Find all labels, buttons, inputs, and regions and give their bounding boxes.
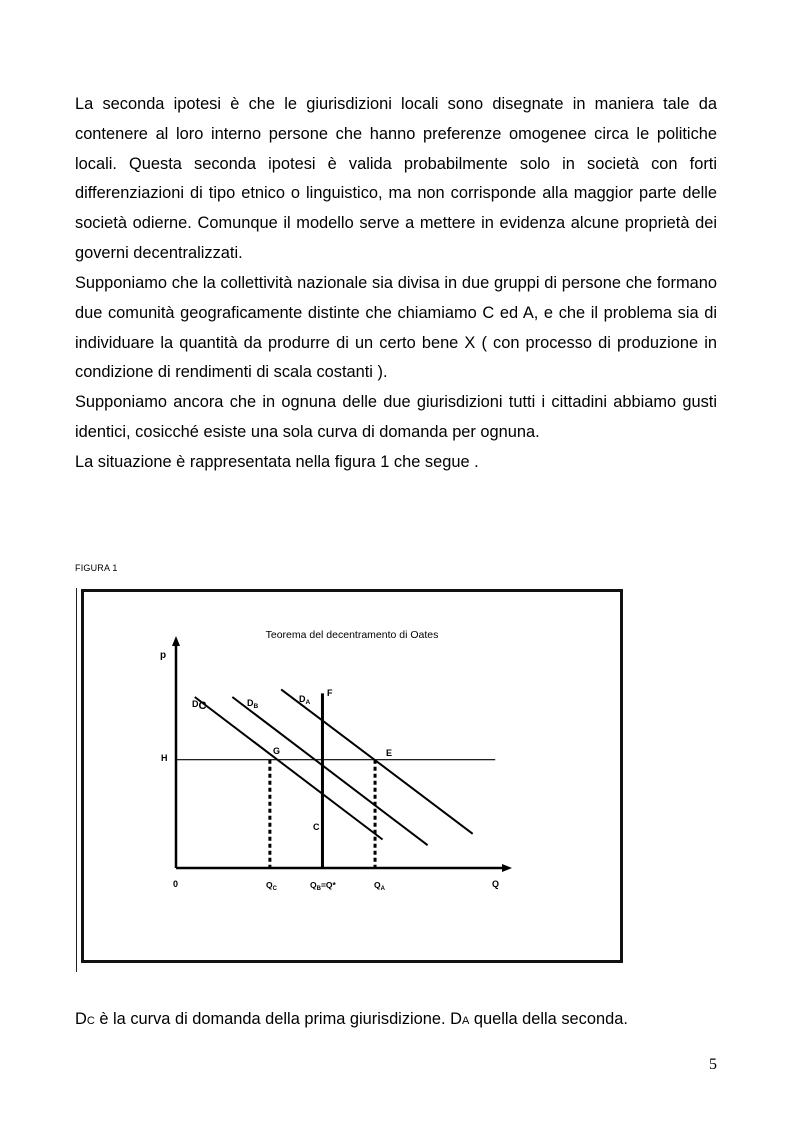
paragraph-communities: Supponiamo che la collettività nazionale sia divisa in due gruppi di persone che formano due comunità geograficamente distinte che chiamiamo C ed A, e che il problema sia di individuare la quantità da produrre di un certo bene X ( con processo di produzione in condizione di rendimenti di scala costanti ). (75, 274, 717, 382)
curve-db-label: $D_B$ (247, 698, 259, 710)
point-c-label: C (313, 822, 320, 832)
caption-da-symbol: DA (450, 1010, 470, 1028)
point-g-label: G (273, 746, 281, 756)
caption-dc-symbol: DC (75, 1010, 95, 1028)
figure-caption (75, 1010, 628, 1029)
point-f-label: F (327, 688, 333, 698)
curve-da-label: $D_A$ (299, 694, 311, 706)
y-axis-arrow (172, 636, 180, 646)
figure-label: FIGURA 1 (75, 563, 118, 573)
y-axis-label: p (160, 650, 167, 661)
figure-frame (81, 589, 623, 963)
oates-chart (84, 592, 620, 960)
tick-qb-label: $Q_B=Q*$ (310, 880, 336, 892)
demand-curve-db (232, 697, 427, 845)
caption-text-second: quella della seconda. (469, 1010, 628, 1028)
paragraph-figure-intro: La situazione è rappresentata nella figura 1 che segue . (75, 453, 479, 471)
tick-qc-label: $Q_C$ (266, 880, 277, 892)
page-number: 5 (709, 1056, 717, 1073)
paragraph-hypothesis: La seconda ipotesi è che le giurisdizioni locali sono disegnate in maniera tale da contenere al loro interno persone che hanno preferenze omogenee circa le politiche locali. Questa seconda ipotesi è valida probabilmente solo in società con forti differenziazioni di tipo etnico o linguistico, ma non corrisponde alla maggior parte delle società odierne. Comunque il modello serve a mettere in evidenza alcune proprietà dei governi decentralizzati. (75, 95, 717, 262)
demand-curve-da (281, 689, 473, 833)
x-axis-arrow (502, 864, 512, 872)
price-level-label: H (161, 753, 168, 763)
curve-dc-label: DC (192, 699, 207, 712)
x-axis-label: Q (492, 879, 500, 889)
origin-label: 0 (173, 879, 179, 889)
paragraph-demand-curve: Supponiamo ancora che in ognuna delle due giurisdizioni tutti i cittadini abbiamo gusti identici, cosicché esiste una sola curva di domanda per ognuna. (75, 393, 717, 441)
tick-qa-label: $Q_A$ (374, 880, 385, 892)
chart-title: Teorema del decentramento di Oates (265, 629, 439, 641)
point-e-label: E (386, 748, 393, 758)
figure-side-rule (76, 588, 77, 972)
caption-text-first: è la curva di domanda della prima giurisdizione. (94, 1010, 451, 1028)
demand-curve-dc (195, 697, 383, 840)
